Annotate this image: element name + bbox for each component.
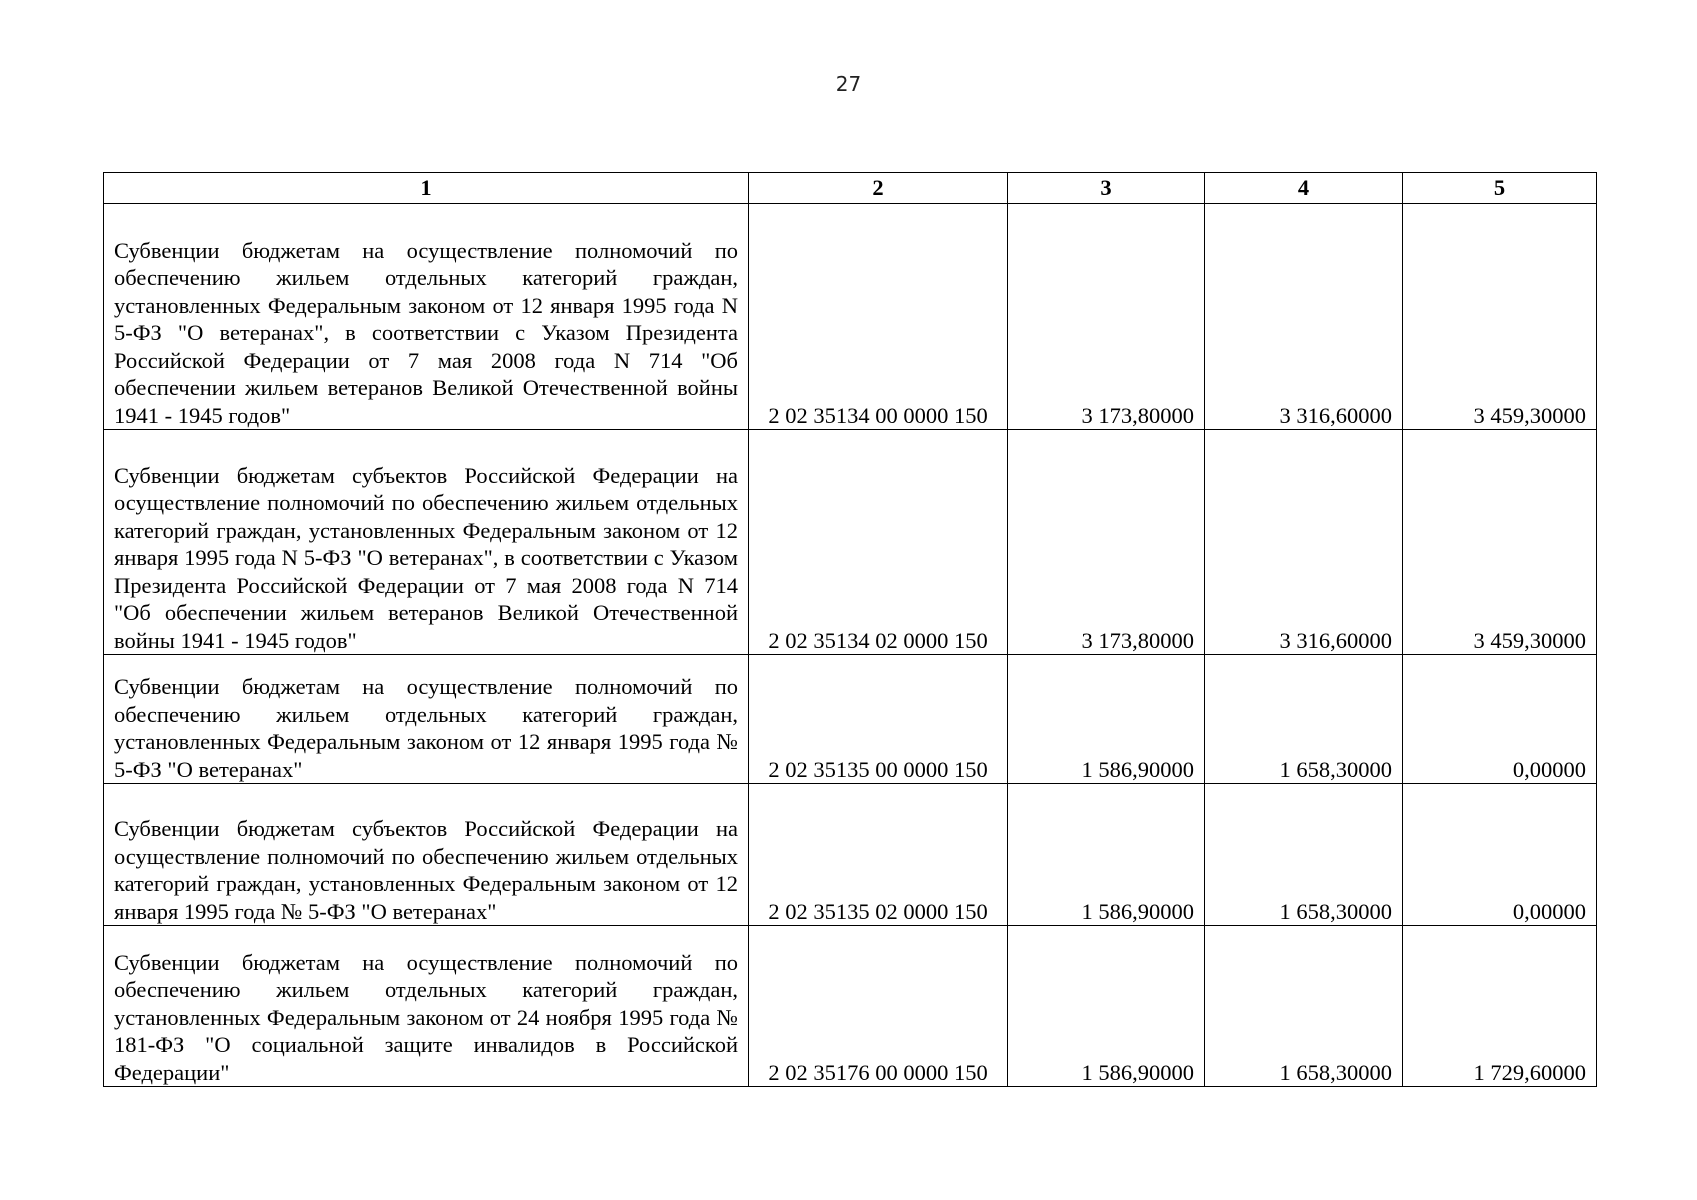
row-value-3: 1 586,90000 (1008, 655, 1205, 784)
row-code: 2 02 35134 00 0000 150 (749, 204, 1008, 430)
table-row (104, 784, 1597, 926)
row-value-5: 3 459,30000 (1403, 430, 1597, 655)
row-value-4: 1 658,30000 (1205, 926, 1403, 1087)
row-name: Субвенции бюджетам субъектов Российской Федерации на осуществление полномочий по обеспечению жильем отдельных категорий граждан, установленных Федеральным законом от 12 января 1995 года № 5-ФЗ "О ветеранах" (104, 784, 749, 926)
table-row (104, 204, 1597, 430)
column-header-4: 4 (1205, 173, 1403, 204)
row-value-3: 3 173,80000 (1008, 430, 1205, 655)
column-header-5: 5 (1403, 173, 1597, 204)
table-header-row (104, 173, 1597, 204)
row-name: Субвенции бюджетам на осуществление полномочий по обеспечению жильем отдельных категорий граждан, установленных Федеральным законом от 12 января 1995 года N 5-ФЗ "О ветеранах", в соответствии с Указом Президента Российской Федерации от 7 мая 2008 года N 714 "Об обеспечении жильем ветеранов Великой Отечественной войны 1941 - 1945 годов" (104, 204, 749, 430)
row-name: Субвенции бюджетам субъектов Российской Федерации на осуществление полномочий по обеспечению жильем отдельных категорий граждан, установленных Федеральным законом от 12 января 1995 года N 5-ФЗ "О ветеранах", в соответствии с Указом Президента Российской Федерации от 7 мая 2008 года N 714 "Об обеспечении жильем ветеранов Великой Отечественной войны 1941 - 1945 годов" (104, 430, 749, 655)
page-number: 27 (835, 72, 862, 96)
row-value-4: 1 658,30000 (1205, 784, 1403, 926)
row-code: 2 02 35135 00 0000 150 (749, 655, 1008, 784)
row-value-3: 3 173,80000 (1008, 204, 1205, 430)
row-code: 2 02 35134 02 0000 150 (749, 430, 1008, 655)
row-value-4: 3 316,60000 (1205, 430, 1403, 655)
row-name: Субвенции бюджетам на осуществление полномочий по обеспечению жильем отдельных категорий граждан, установленных Федеральным законом от 12 января 1995 года № 5-ФЗ "О ветеранах" (104, 655, 749, 784)
row-code: 2 02 35176 00 0000 150 (749, 926, 1008, 1087)
column-header-1: 1 (104, 173, 749, 204)
row-value-3: 1 586,90000 (1008, 784, 1205, 926)
table-row (104, 655, 1597, 784)
row-name: Субвенции бюджетам на осуществление полномочий по обеспечению жильем отдельных категорий граждан, установленных Федеральным законом от 24 ноября 1995 года № 181-ФЗ "О социальной защите инвалидов в Российской Федерации" (104, 926, 749, 1087)
budget-table (103, 172, 1597, 1087)
row-value-5: 0,00000 (1403, 784, 1597, 926)
row-value-5: 0,00000 (1403, 655, 1597, 784)
column-header-2: 2 (749, 173, 1008, 204)
column-header-3: 3 (1008, 173, 1205, 204)
table-row (104, 926, 1597, 1087)
row-value-4: 3 316,60000 (1205, 204, 1403, 430)
row-value-5: 3 459,30000 (1403, 204, 1597, 430)
row-value-3: 1 586,90000 (1008, 926, 1205, 1087)
row-value-4: 1 658,30000 (1205, 655, 1403, 784)
table-row (104, 430, 1597, 655)
row-value-5: 1 729,60000 (1403, 926, 1597, 1087)
row-code: 2 02 35135 02 0000 150 (749, 784, 1008, 926)
